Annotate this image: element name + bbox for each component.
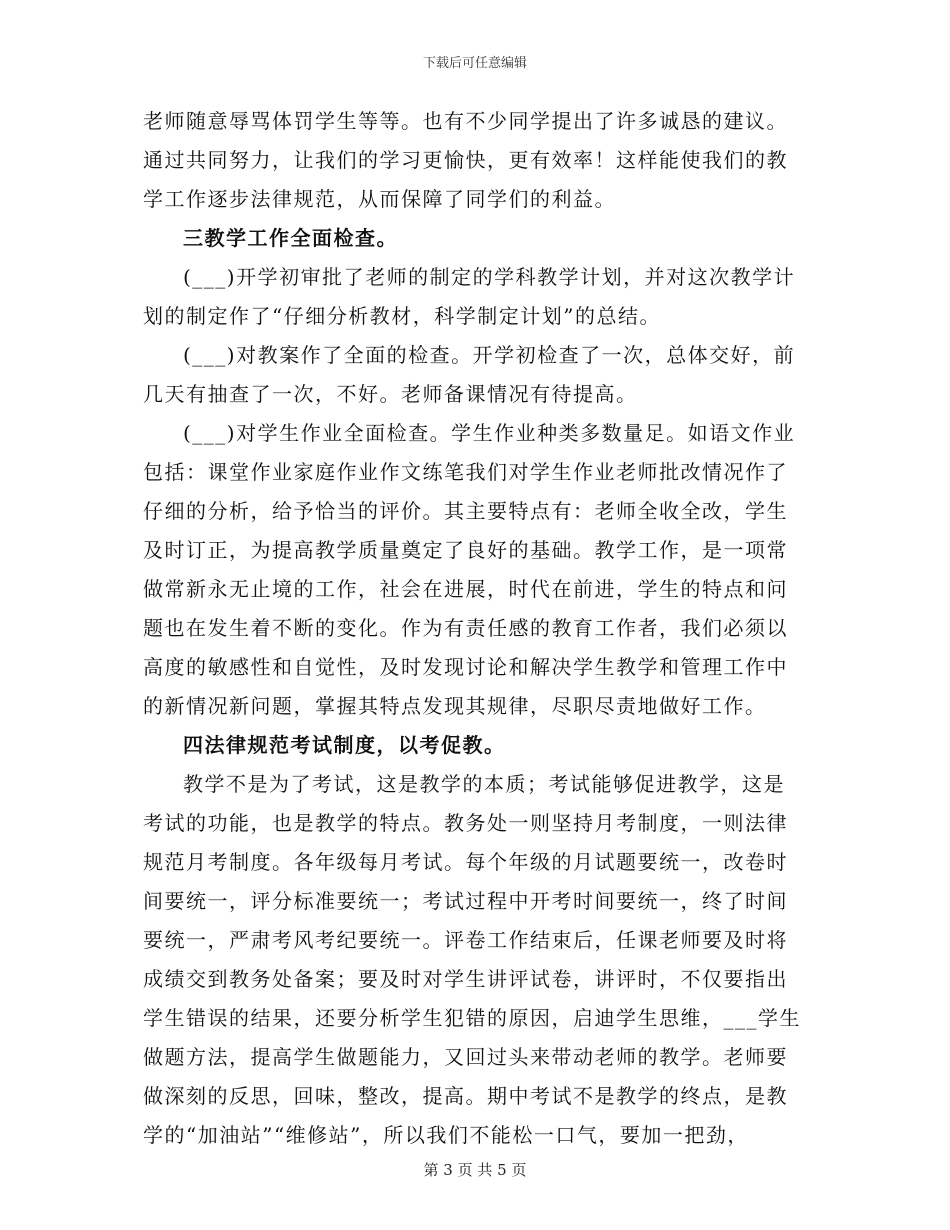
text-line: 要统一，严肃考风考纪要统一。评卷工作结束后，任课老师要及时将: [143, 928, 788, 952]
text-line: 做常新永无止境的工作，社会在进展，时代在前进，学生的特点和问: [143, 577, 788, 601]
text-line: 仔细的分析，给予恰当的评价。其主要特点有：老师全收全改，学生: [143, 499, 788, 523]
section-heading: 三教学工作全面检查。: [183, 226, 398, 250]
text-line: 学生错误的结果，还要分析学生犯错的原因，启迪学生思维，___学生: [143, 1006, 801, 1030]
text-line: 题也在发生着不断的变化。作为有责任感的教育工作者，我们必须以: [143, 616, 788, 640]
text-line: 间要统一，评分标准要统一；考试过程中开考时间要统一，终了时间: [143, 889, 788, 913]
paragraph-start: (___)对学生作业全面检查。学生作业种类多数量足。如语文作业: [183, 421, 796, 445]
document-body: [143, 102, 807, 1155]
text-line: 通过共同努力，让我们的学习更愉快，更有效率！这样能使我们的教: [143, 148, 788, 172]
text-line: 做题方法，提高学生做题能力，又回过头来带动老师的教学。老师要: [143, 1045, 788, 1069]
paragraph-start: (___)对教案作了全面的检查。开学初检查了一次，总体交好，前: [183, 343, 796, 367]
text-line: 的新情况新问题，掌握其特点发现其规律，尽职尽责地做好工作。: [143, 694, 767, 718]
page-number: 第 3 页 共 5 页: [423, 1161, 527, 1179]
text-line: 包括：课堂作业家庭作业作文练笔我们对学生作业老师批改情况作了: [143, 460, 788, 484]
paragraph-start: 教学不是为了考试，这是教学的本质；考试能够促进教学，这是: [183, 772, 785, 796]
section-heading: 四法律规范考试制度，以考促教。: [183, 733, 506, 757]
text-line: 学工作逐步法律规范，从而保障了同学们的利益。: [143, 187, 616, 211]
text-line: 高度的敏感性和自觉性，及时发现讨论和解决学生教学和管理工作中: [143, 655, 788, 679]
page-header: 下载后可任意编辑: [422, 56, 527, 71]
text-line: 学的“加油站”“维修站”，所以我们不能松一口气，要加一把劲，: [143, 1123, 749, 1147]
paragraph-start: (___)开学初审批了老师的制定的学科教学计划，并对这次教学计: [183, 265, 796, 289]
text-line: 成绩交到教务处备案；要及时对学生讲评试卷，讲评时，不仅要指出: [143, 967, 788, 991]
text-line: 及时订正，为提高教学质量奠定了良好的基础。教学工作，是一项常: [143, 538, 788, 562]
text-line: 划的制定作了“仔细分析教材，科学制定计划”的总结。: [143, 304, 661, 328]
text-line: 规范月考制度。各年级每月考试。每个年级的月试题要统一，改卷时: [143, 850, 788, 874]
text-line: 做深刻的反思，回味，整改，提高。期中考试不是教学的终点，是教: [143, 1084, 788, 1108]
text-line: 考试的功能，也是教学的特点。教务处一则坚持月考制度，一则法律: [143, 811, 788, 835]
text-line: 几天有抽查了一次，不好。老师备课情况有待提高。: [143, 382, 638, 406]
text-line: 老师随意辱骂体罚学生等等。也有不少同学提出了许多诚恳的建议。: [143, 109, 788, 133]
